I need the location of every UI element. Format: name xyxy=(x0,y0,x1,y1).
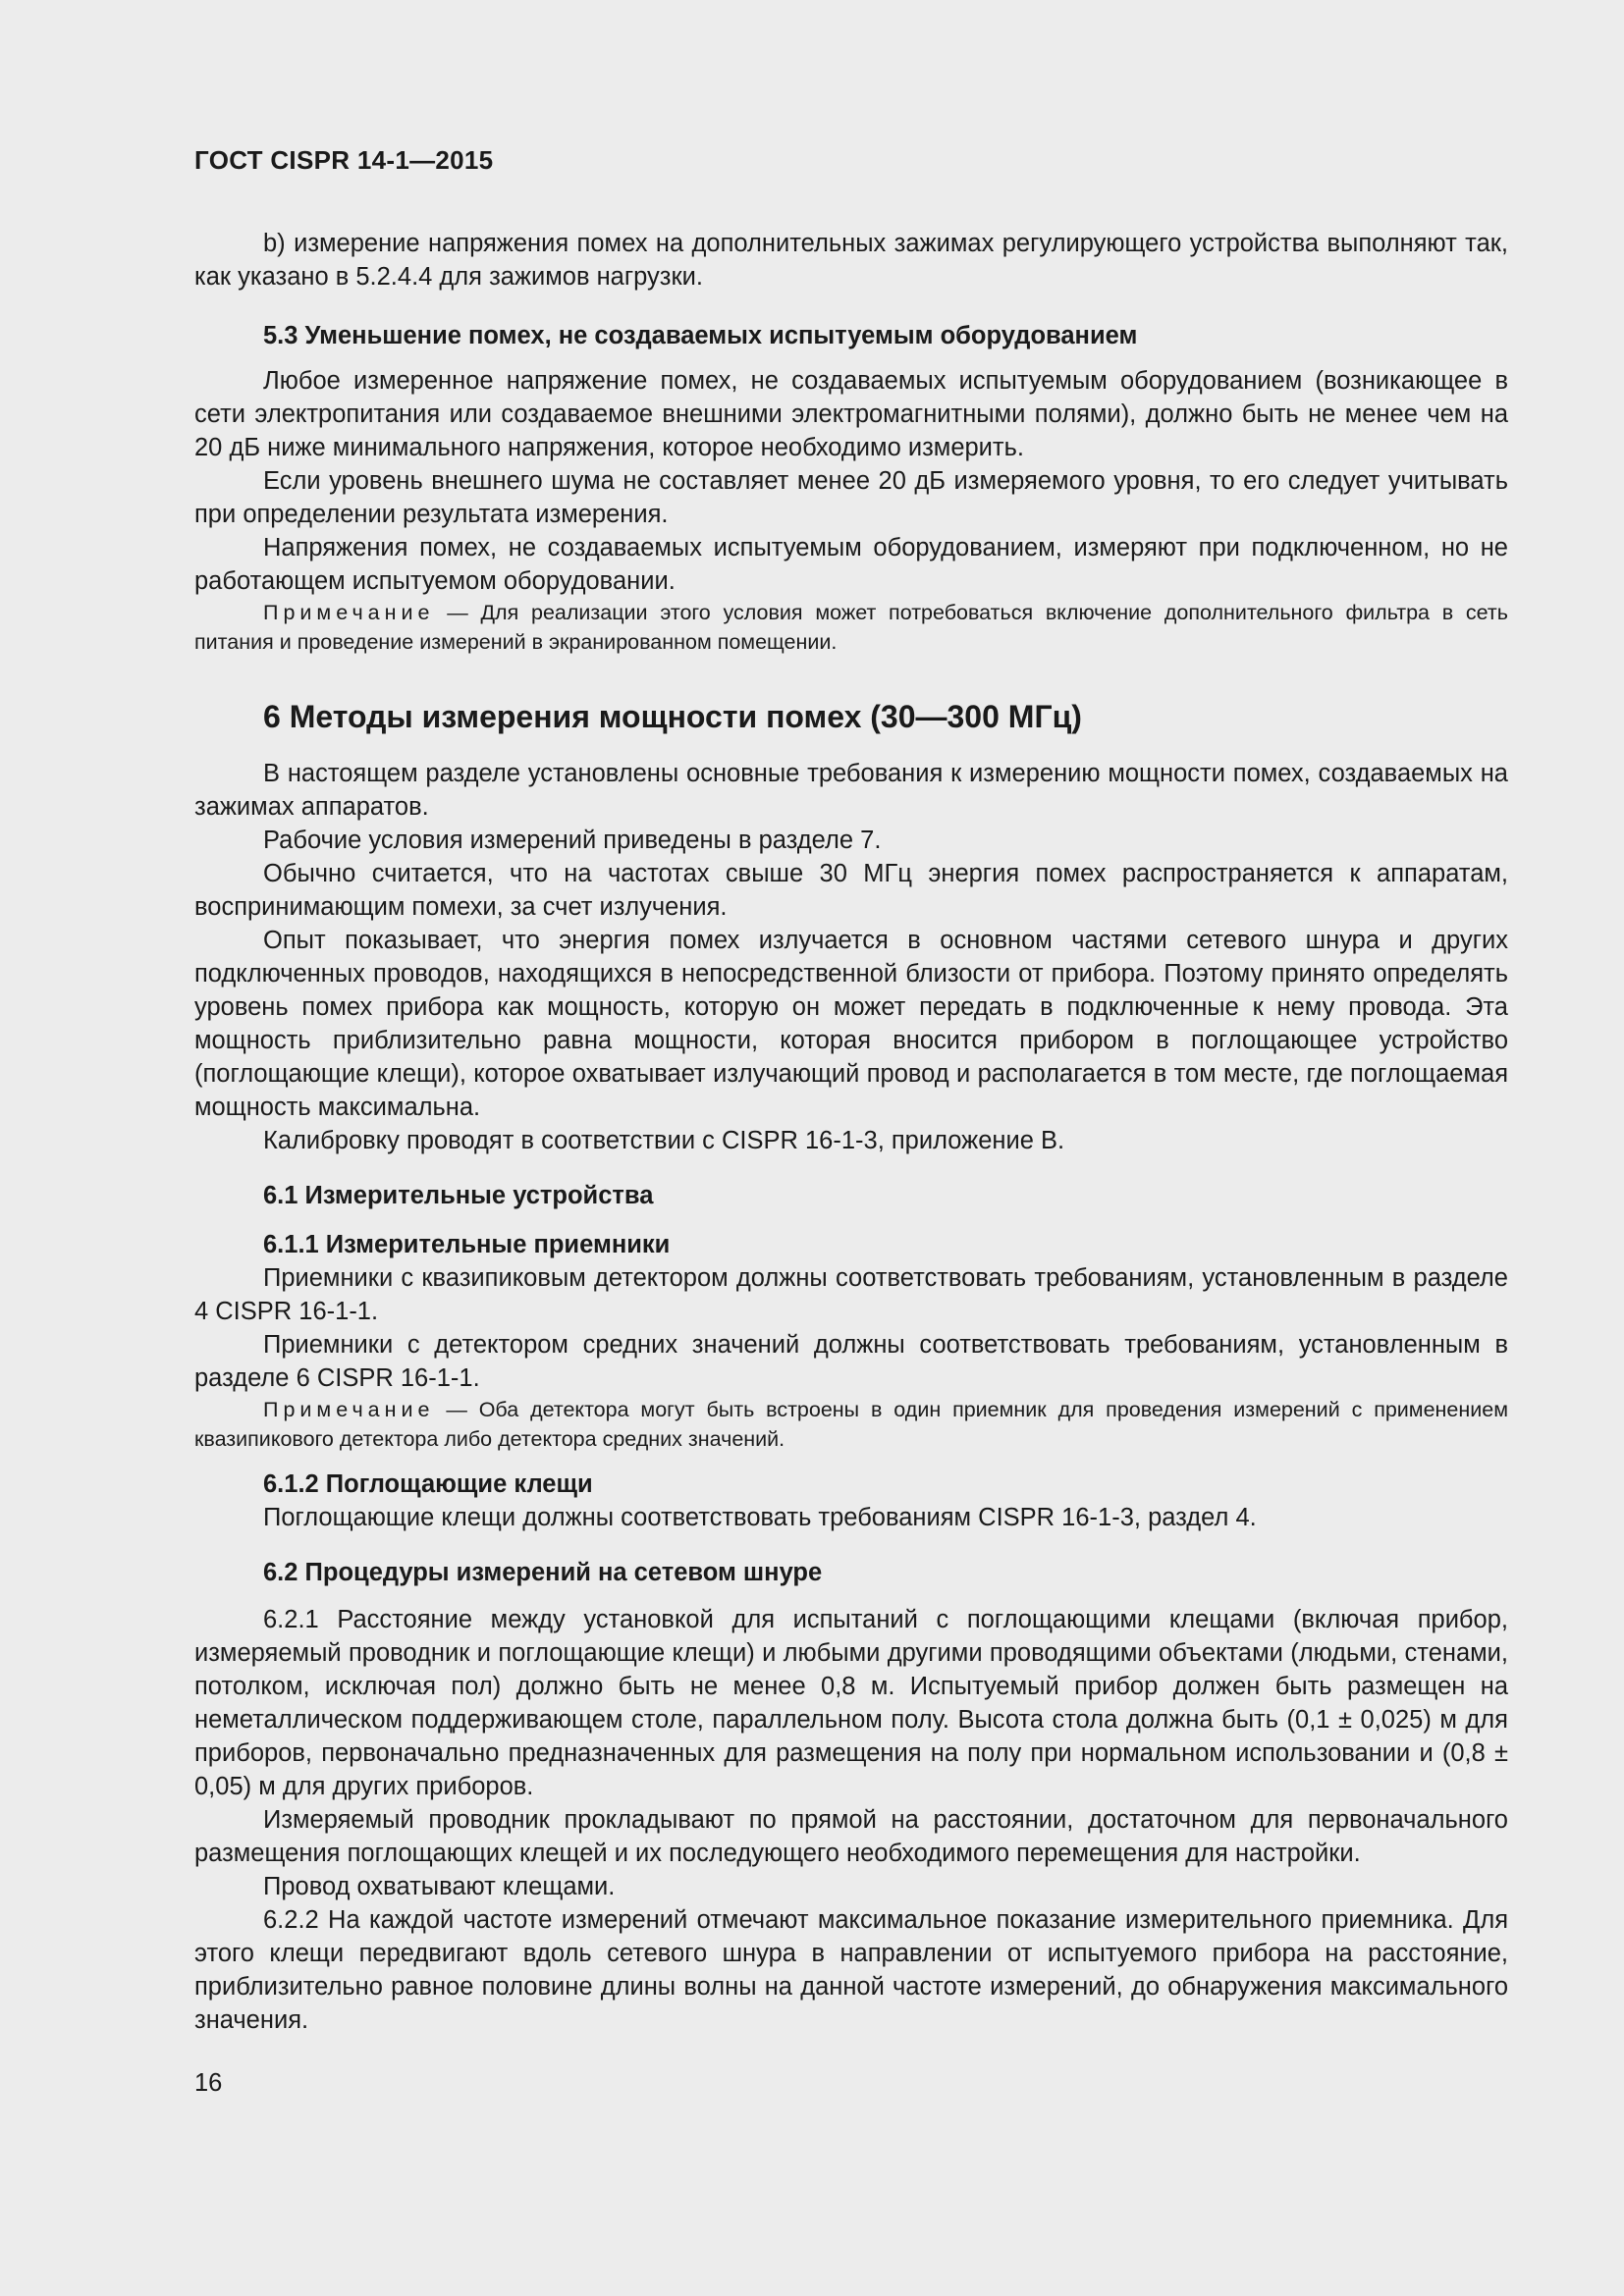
paragraph-b: b) измерение напряжения помех на дополнительных зажимах регулирующего устройства выполняют так, как указано в 5.2.4.4 для зажимов нагрузки. xyxy=(194,230,1508,291)
paragraph-6-2-1-b: Измеряемый проводник прокладывают по прямой на расстоянии, достаточном для первоначального размещения поглощающих клещей и их последующего необходимого перемещения для настройки. xyxy=(194,1806,1508,1867)
page-number: 16 xyxy=(194,2069,223,2097)
note-dash: — xyxy=(447,601,468,624)
note-label: Примечание xyxy=(263,601,435,624)
paragraph-6-1: В настоящем разделе установлены основные требования к измерению мощности помех, создаваемых на зажимах аппаратов. xyxy=(194,760,1508,821)
heading-6: 6 Методы измерения мощности помех (30—300 МГц) xyxy=(263,699,1082,734)
heading-6-1-1: 6.1.1 Измерительные приемники xyxy=(263,1231,671,1258)
paragraph-6-2: Рабочие условия измерений приведены в разделе 7. xyxy=(263,827,882,854)
paragraph-5-3-3: Напряжения помех, не создаваемых испытуемым оборудованием, измеряют при подключенном, но не работающем испытуемом оборудовании. xyxy=(194,534,1508,595)
paragraph-6-1-1-b: Приемники с детектором средних значений должны соответствовать требованиям, установленным в разделе 6 CISPR 16-1-1. xyxy=(194,1331,1508,1392)
heading-6-1-2: 6.1.2 Поглощающие клещи xyxy=(263,1470,593,1498)
note-2-text: Оба детектора могут быть встроены в один приемник для проведения измерений с применением квазипикового детектора либо детектора средних значений. xyxy=(194,1398,1508,1451)
paragraph-6-4: Опыт показывает, что энергия помех излучается в основном частями сетевого шнура и других подключенных проводов, находящихся в непосредственной близости от прибора. Поэтому принято определять уровень помех прибора как мощность, которую он может передать в подключенные к нему провода. Эта мощность приблизительно равна мощности, которая вносится прибором в поглощающее устройство (поглощающие клещи), которое охватывает излучающий провод и располагается в том месте, где поглощаемая мощность максимальна. xyxy=(194,927,1508,1121)
paragraph-6-2-2: 6.2.2 На каждой частоте измерений отмечают максимальное показание измерительного приемника. Для этого клещи передвигают вдоль сетевого шнура в направлении от испытуемого прибора на расстояние, приблизительно равное половине длины волны на данной частоте измерений, до обнаружения максимального значения. xyxy=(194,1906,1508,2034)
paragraph-5-3-1: Любое измеренное напряжение помех, не создаваемых испытуемым оборудованием (возникающее в сети электропитания или создаваемое внешними электромагнитными полями), должно быть не менее чем на 20 дБ ниже минимального напряжения, которое необходимо измерить. xyxy=(194,367,1508,461)
page-content xyxy=(194,145,1508,2037)
heading-6-1: 6.1 Измерительные устройства xyxy=(263,1182,654,1209)
paragraph-6-2-1: 6.2.1 Расстояние между установкой для испытаний с поглощающими клещами (включая прибор, измеряемый проводник и поглощающие клещи) и любыми другими проводящими объектами (людьми, стенами, потолком, исключая пол) должно быть не менее 0,8 м. Испытуемый прибор должен быть размещен на неметаллическом поддерживающем столе, параллельном полу. Высота стола должна быть (0,1 ± 0,025) м для приборов, первоначально предназначенных для размещения на полу при нормальном использовании и (0,8 ± 0,05) м для других приборов. xyxy=(194,1606,1508,1800)
note-dash: — xyxy=(446,1398,467,1421)
paragraph-6-1-1-a: Приемники с квазипиковым детектором должны соответствовать требованиям, установленным в разделе 4 CISPR 16-1-1. xyxy=(194,1264,1508,1325)
note-label: Примечание xyxy=(263,1398,435,1421)
heading-6-2: 6.2 Процедуры измерений на сетевом шнуре xyxy=(263,1559,823,1586)
paragraph-6-2-1-c: Провод охватывают клещами. xyxy=(263,1873,616,1900)
paragraph-5-3-2: Если уровень внешнего шума не составляет менее 20 дБ измеряемого уровня, то его следует учитывать при определении результата измерения. xyxy=(194,467,1508,528)
paragraph-6-3: Обычно считается, что на частотах свыше 30 МГц энергия помех распространяется к аппаратам, воспринимающим помехи, за счет излучения. xyxy=(194,860,1508,921)
paragraph-6-5: Калибровку проводят в соответствии с CISPR 16-1-3, приложение В. xyxy=(263,1127,1065,1154)
paragraph-6-1-2: Поглощающие клещи должны соответствовать требованиям CISPR 16-1-3, раздел 4. xyxy=(263,1504,1257,1531)
document-header: ГОСТ CISPR 14-1—2015 xyxy=(194,145,494,175)
note-1-text: Для реализации этого условия может потребоваться включение дополнительного фильтра в сеть питания и проведение измерений в экранированном помещении. xyxy=(194,601,1508,654)
note-1 xyxy=(194,598,1508,657)
heading-5-3: 5.3 Уменьшение помех, не создаваемых испытуемым оборудованием xyxy=(263,322,1138,349)
note-2 xyxy=(194,1395,1508,1454)
